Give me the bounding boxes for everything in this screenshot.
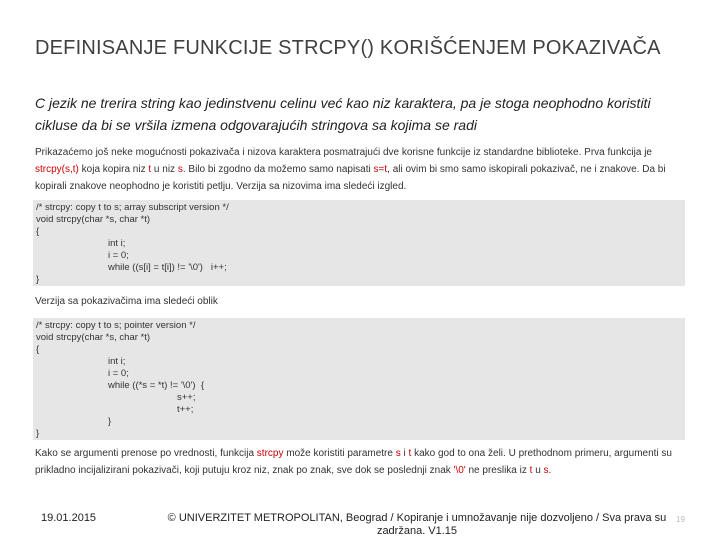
- assignment-expression: s=t: [373, 164, 388, 175]
- text-run: koja kopira niz: [78, 164, 149, 175]
- code-line: }: [108, 416, 112, 427]
- text-run: ne preslika iz: [465, 465, 530, 476]
- footer-date: 19.01.2015: [41, 512, 97, 524]
- text-run: može koristiti parametre: [283, 448, 396, 459]
- variable-s: s: [177, 164, 183, 175]
- variable-s: s: [543, 465, 549, 476]
- code-line: int i;: [108, 238, 126, 249]
- code-line: {: [36, 344, 40, 355]
- text-run: .: [548, 465, 552, 476]
- slide-title: DEFINISANJE FUNKCIJE STRCPY() KORIŠĆENJEM POKAZIVAČA: [35, 37, 661, 59]
- pointer-version-caption: Verzija sa pokazivačima ima sledeći oblik: [35, 296, 218, 307]
- code-line: while ((*s = *t) != '\0') {: [108, 380, 205, 391]
- text-run: i: [400, 448, 409, 459]
- page-number: 19: [676, 515, 685, 524]
- text-run: Prikazaćemo još neke mogućnosti pokazivača i nizova karaktera posmatrajući dve korisne funkcije iz standardne biblioteke. Prva funkcija je: [35, 147, 652, 158]
- code-line: /* strcpy: copy t to s; array subscript version */: [36, 202, 229, 213]
- variable-t: t: [148, 164, 152, 175]
- code-line: while ((s[i] = t[i]) != '\0') i++;: [108, 262, 227, 273]
- text-run: u niz: [151, 164, 178, 175]
- footer-copyright: © UNIVERZITET METROPOLITAN, Beograd / Kopiranje i umnožavanje nije dozvoljeno / Sva prava su zadržana. V1.15: [167, 512, 667, 537]
- text-run: kako god to ona želi. U prethodnom primeru, argumenti su prikladno incijalizirani pokazivači, koji putuju kroz niz, znak po znak, sve dok se poslednji znak: [35, 448, 672, 476]
- null-character: '\0': [453, 465, 466, 476]
- code-line: i = 0;: [108, 250, 129, 261]
- code-line: t++;: [177, 404, 194, 415]
- text-run: . Bilo bi zgodno da možemo samo napisati: [182, 164, 374, 175]
- code-line: /* strcpy: copy t to s; pointer version */: [36, 320, 196, 331]
- function-name: strcpy(s,t): [35, 164, 79, 175]
- code-block-pointer-version: [33, 318, 685, 440]
- code-line: int i;: [108, 356, 126, 367]
- code-line: s++;: [177, 392, 196, 403]
- code-line: }: [36, 428, 40, 439]
- text-run: u: [532, 465, 544, 476]
- variable-t: t: [529, 465, 533, 476]
- code-line: }: [36, 274, 40, 285]
- variable-t: t: [408, 448, 412, 459]
- code-line: {: [36, 226, 40, 237]
- intro-paragraph: [35, 144, 685, 195]
- code-line: i = 0;: [108, 368, 129, 379]
- code-line: void strcpy(char *s, char *t): [36, 214, 151, 225]
- closing-paragraph: [35, 445, 685, 479]
- text-run: Kako se argumenti prenose po vrednosti, funkcija: [35, 448, 257, 459]
- code-block-array-version: [33, 200, 685, 286]
- variable-s: s: [395, 448, 401, 459]
- slide-subtitle: C jezik ne trerira string kao jedinstvenu celinu već kao niz karaktera, pa je stoga neophodno koristiti cikluse da bi se vršila izmena odgovarajućih stringova sa kojima se radi: [35, 95, 651, 133]
- function-name: strcpy: [256, 448, 284, 459]
- text-run: , ali ovim bi smo samo iskopirali pokazivač, ne i znakove. Da bi kopirali znakove neophodno je koristiti petlju. Verzija sa nizovima ima sledeći izgled.: [35, 164, 666, 192]
- code-line: void strcpy(char *s, char *t): [36, 332, 151, 343]
